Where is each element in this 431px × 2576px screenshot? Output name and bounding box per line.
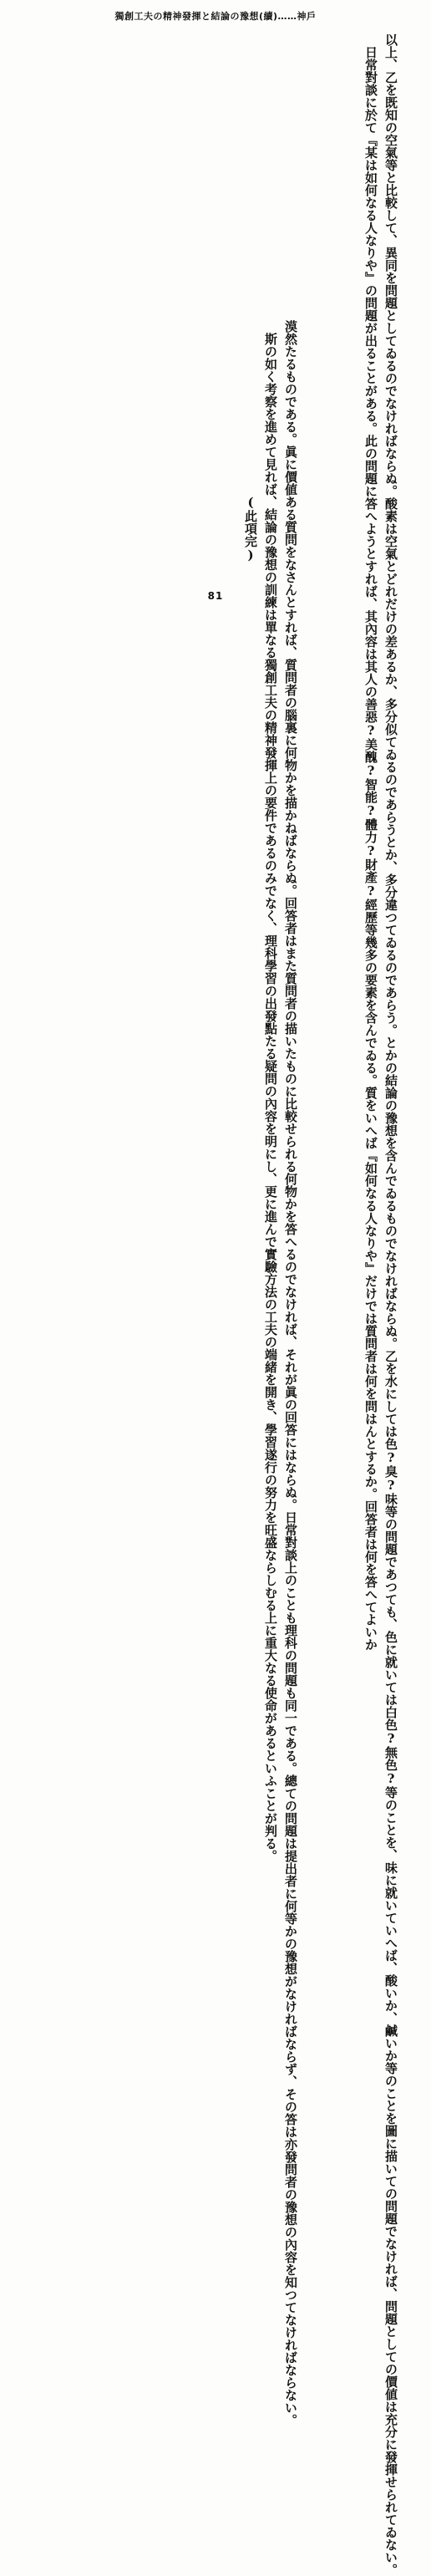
paragraph: 日常對談に於て『某は如何なる人なりや』の問題が出ることがある。此の問題に答へようとすれば、其內容は其人の善惡?美醜?智能?體力?財產?經歷等幾多の要素を含んでゐる。質をいへば『如何なる人なりや』だけでは質問者は何を問はんとするか。回答者は何を答へてよいか: [363, 46, 378, 1651]
paragraph: 以上、乙を既知の空氣等と比較して、異同を問題としてゐるのでなければならぬ。酸素は空氣とどれだけの差あるか、多分似てゐるのであらうとか、多分違つてゐるのであらう。とかの結論の豫想を含んでゐるものでなければならぬ。乙を水にしては色?臭?味等の問題であつても、色に就いては白色?無色?等のことを、味に就いていへば、酸いか、鹹いか等のことを圖に描いての問題でなければ、問題としての價値は充分に發揮せられてゐない。: [383, 33, 398, 2576]
running-header: 獨創工夫の精神發揮と結論の豫想(續)……神戶: [114, 11, 317, 22]
page-number: 81: [207, 590, 224, 602]
paragraph: 漠然たるものである。眞に價値ある質問をなさんとすれば、質問者の腦裏に何物かを描かねばならぬ。回答者はまた質問者の描いたものに比較せられる何物かを答へるのでなければ、それが眞の回答にはならぬ。日常對談上のことも理科の問題も同一である。總ての問題は提出者に何等かの豫想がなければならず、その答は亦發問者の豫想の內容を知つてなければならない。: [283, 320, 298, 2426]
section-end-note: (此項完): [243, 495, 258, 563]
paragraph: 斯の如く考察を進めて見れば、結論の豫想の訓練は單なる獨創工夫の精神發揮上の要件であるのみでなく、理科學習の出發點たる疑問の內容を明にし、更に進んで實驗方法の工夫の端緒を開き、學習遂行の努力を旺盛ならしむる上に重大なる使命があるといふことが判る。: [263, 333, 278, 1862]
